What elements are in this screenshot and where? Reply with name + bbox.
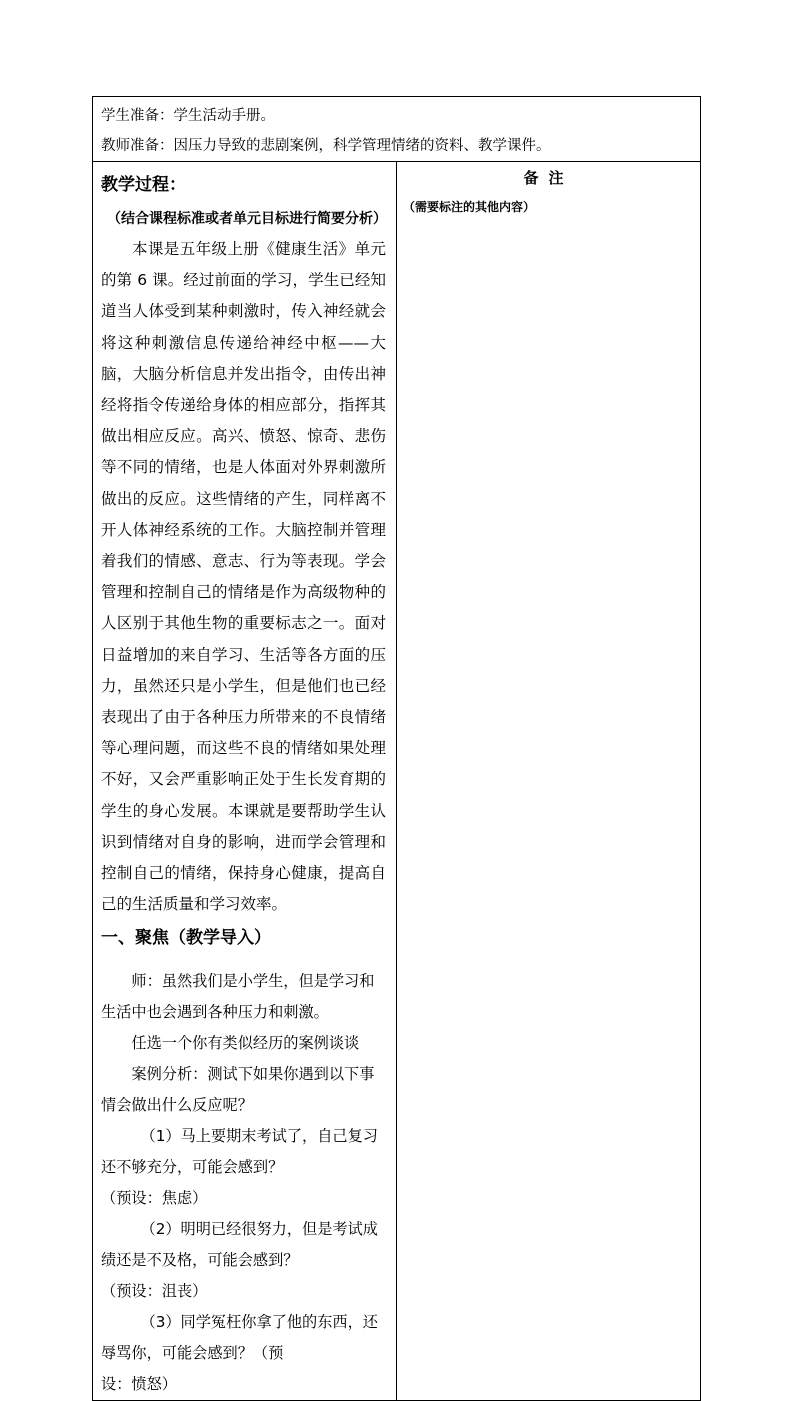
student-preparation: 学生准备：学生活动手册。 bbox=[101, 108, 275, 124]
case-analysis-line: 案例分析：测试下如果你遇到以下事情会做出什么反应呢？ bbox=[101, 1065, 375, 1115]
section-focus-title: 一、聚焦（教学导入） bbox=[101, 928, 271, 949]
case-question-1: （1）马上要期末考试了，自己复习还不够充分，可能会感到？ bbox=[101, 1127, 378, 1177]
lesson-plan-table bbox=[92, 96, 701, 1401]
notes-subtitle: （需要标注的其他内容） bbox=[403, 200, 536, 214]
case-question-3: （3）同学冤枉你拿了他的东西，还辱骂你，可能会感到？（预 bbox=[101, 1313, 378, 1363]
teacher-line: 师：虽然我们是小学生，但是学习和生活中也会遇到各种压力和刺激。 bbox=[101, 972, 375, 1022]
preparation-cell bbox=[93, 97, 701, 162]
teaching-process-cell bbox=[93, 162, 397, 1401]
notes-title: 备注 bbox=[523, 169, 574, 187]
case-question-2: （2）明明已经很努力，但是考试成绩还是不及格，可能会感到？ bbox=[101, 1220, 378, 1270]
process-row bbox=[93, 162, 701, 1401]
analysis-paragraph: 本课是五年级上册《健康生活》单元的第 6 课。经过前面的学习，学生已经知道当人体受到某种刺激时，传入神经就会将这种刺激信息传递给神经中枢——大脑，大脑分析信息并发出指令，由传出神经将指令传递给身体的相应部分，指挥其做出相应反应。高兴、愤怒、惊奇、悲伤等不同的情绪，也是人体面对外界刺激所做出的反应。这些情绪的产生，同样离不开人体神经系统的工作。大脑控制并管理着我们的情感、意志、行为等表现。学会管理和控制自己的情绪是作为高级物种的人区别于其他生物的重要标志之一。面对日益增加的来自学习、生活等各方面的压力，虽然还只是小学生，但是他们也已经表现出了由于各种压力所带来的不良情绪等心理问题，而这些不良的情绪如果处理不好，又会严重影响正处于生长发育期的学生的身心发展。本课就是要帮助学生认识到情绪对自身的影响，进而学会管理和控制自己的情绪，保持身心健康，提高自己的生活质量和学习效率。 bbox=[101, 240, 386, 914]
notes-cell bbox=[397, 162, 701, 1401]
choose-case-line: 任选一个你有类似经历的案例谈谈 bbox=[131, 1034, 360, 1053]
preparation-row bbox=[93, 97, 701, 162]
case-answer-1: （预设：焦虑） bbox=[101, 1189, 208, 1208]
case-answer-2: （预设：沮丧） bbox=[101, 1282, 208, 1301]
teacher-preparation: 教师准备：因压力导致的悲剧案例，科学管理情绪的资料、教学课件。 bbox=[101, 138, 551, 154]
process-subtitle: （结合课程标准或者单元目标进行简要分析） bbox=[107, 211, 387, 227]
case-answer-3: 设：愤怒） bbox=[101, 1375, 177, 1394]
process-title: 教学过程： bbox=[101, 175, 186, 195]
